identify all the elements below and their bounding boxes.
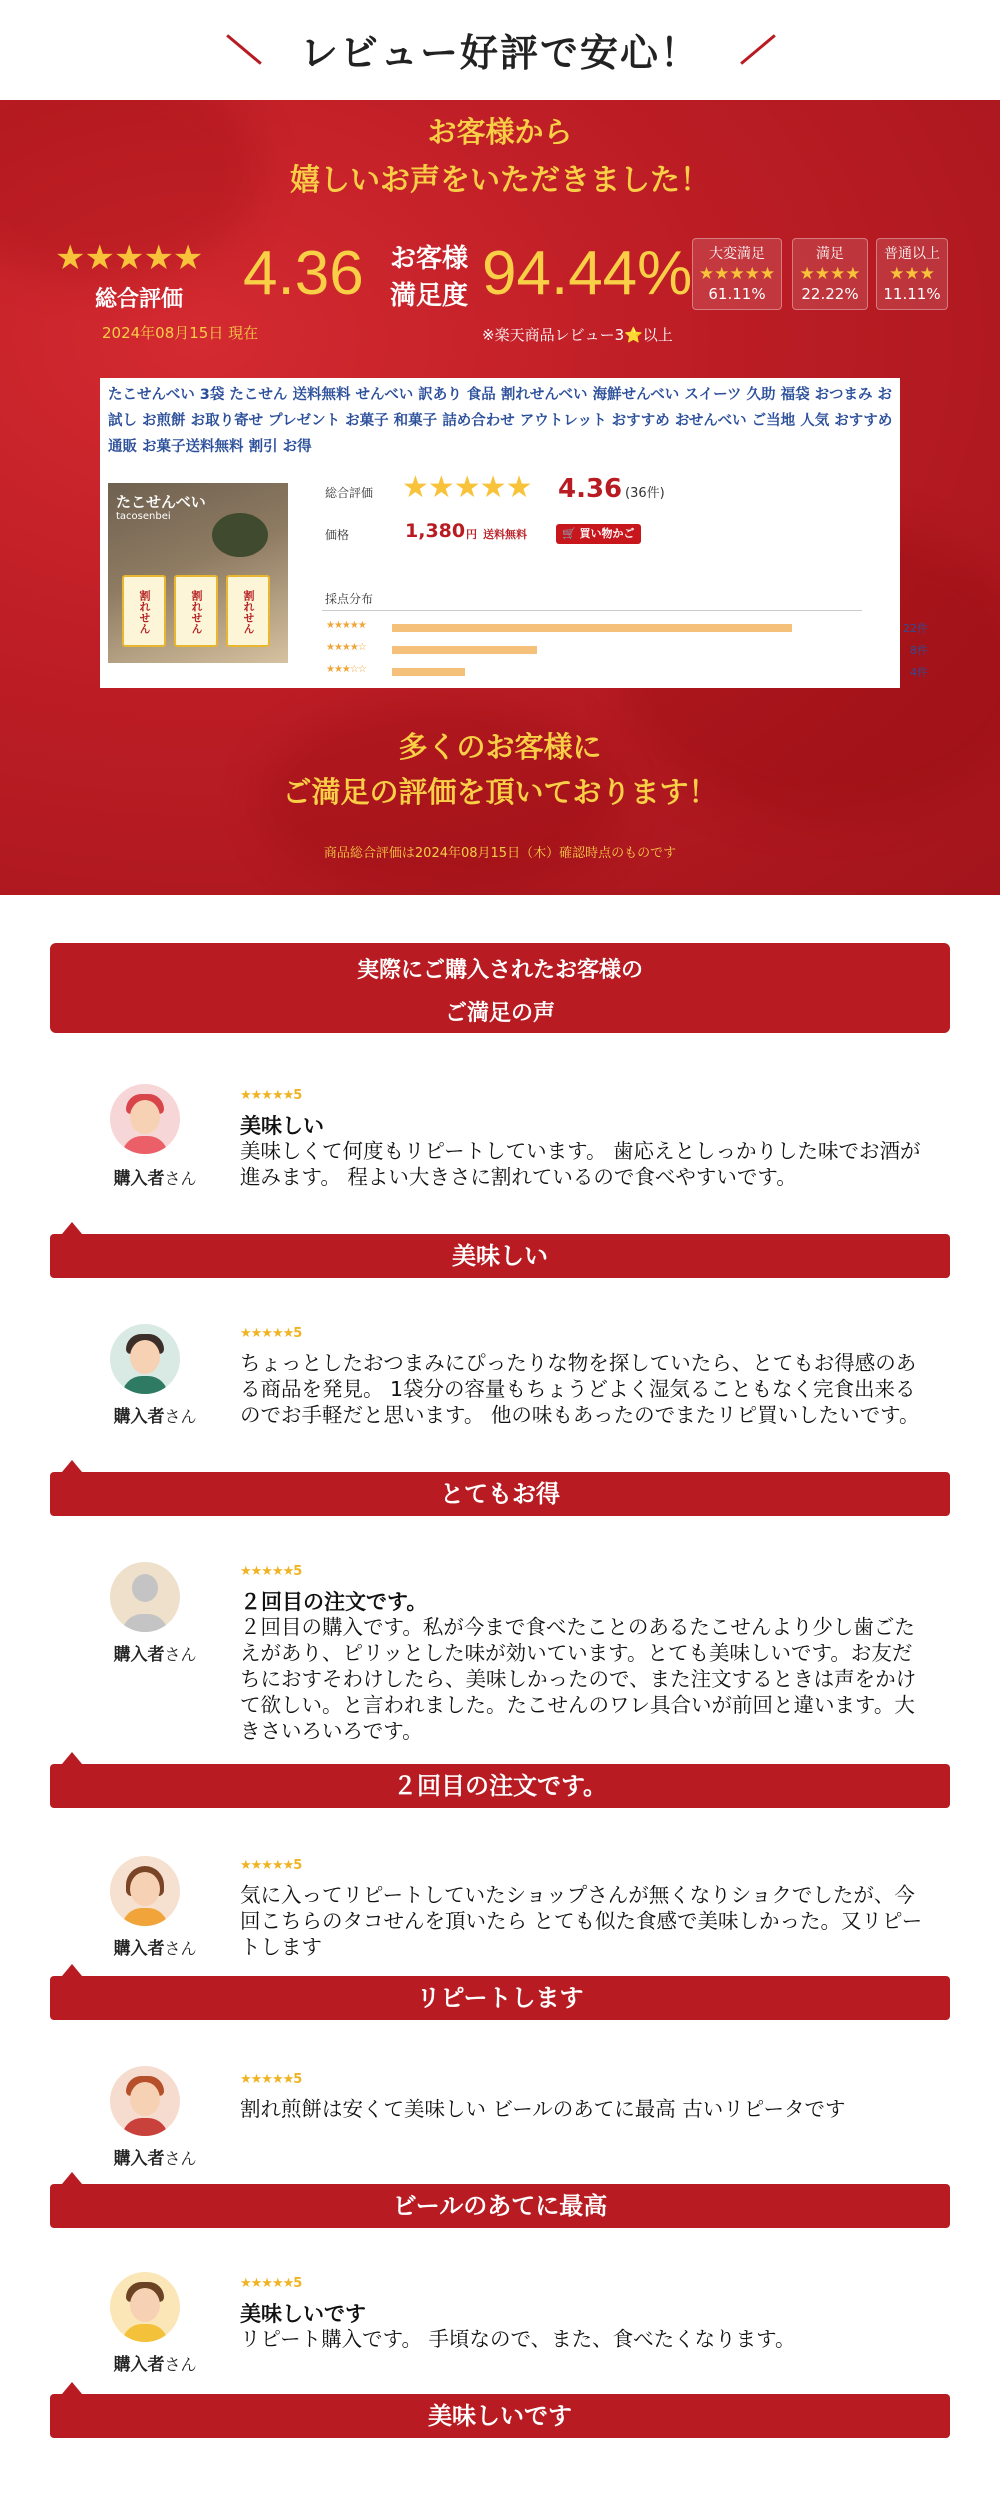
product-pack	[122, 575, 166, 647]
bar-pointer	[62, 1222, 82, 1234]
product-pack	[174, 575, 218, 647]
review-title: 美味しい	[240, 1114, 324, 1138]
card-star-icons: ★★★★★	[402, 470, 532, 505]
page-title: レビュー好評で安心！	[299, 31, 700, 75]
breakdown-label: 普通以上	[884, 246, 940, 262]
overall-star-icons: ★★★★★	[55, 238, 203, 278]
card-review-count[interactable]: (36件)	[625, 486, 665, 501]
buyer-name: 購入者さん	[113, 1169, 197, 1189]
breakdown-box-satisfied	[792, 238, 868, 310]
review-note: ※楽天商品レビュー3⭐以上	[482, 326, 673, 344]
rating-heading-line2: 嬉しいお声をいただきました！	[290, 163, 710, 198]
review-title: 美味しいです	[240, 2302, 366, 2326]
bar-pointer	[62, 2382, 82, 2394]
review-body: 美味しくて何度もリピートしています。 歯応えとしっかりした味でお酒が進みます。 程よい大きさに割れているので食べやすいです。	[240, 1139, 921, 1189]
distribution-count[interactable]: 22件	[903, 622, 928, 635]
product-keywords[interactable]: たこせんべい 3袋 たこせん 送料無料 せんべい 訳あり 食品 割れせんべい 海鮮せんべい スイーツ 久助 福袋 おつまみ お試し お煎餅 お取り寄せ プレゼント お菓子 和菓子 詰め合わせ アウトレット おすすめ おせんべい ご当地 人気 おすすめ 通販 お菓子送料無料 割引 お得	[108, 387, 893, 455]
teapot-shape	[212, 513, 268, 557]
review-star-icons: ★★★★★5	[240, 1564, 302, 1579]
bar-pointer	[62, 1964, 82, 1976]
product-image-subtitle: tacosenbei	[116, 511, 171, 522]
breakdown-percent: 61.11%	[708, 285, 766, 303]
card-overall-label: 総合評価	[325, 486, 374, 500]
review-tag-bar: ２回目の注文です。	[50, 1764, 950, 1808]
review-tag-bar: リピートします	[50, 1976, 950, 2020]
product-pack	[226, 575, 270, 647]
card-shipping: 送料無料	[483, 528, 527, 541]
review-title: ２回目の注文です。	[240, 1590, 428, 1614]
review-tag-bar: とてもお得	[50, 1472, 950, 1516]
card-price-unit: 円	[466, 528, 477, 541]
card-score: 4.36	[558, 474, 623, 504]
avatar-icon	[110, 2272, 180, 2342]
buyer-name: 購入者さん	[113, 2355, 197, 2375]
breakdown-label: 満足	[816, 246, 844, 262]
cart-button-label: 買い物かご	[579, 527, 635, 540]
distribution-row[interactable]	[326, 642, 928, 660]
top-header	[0, 0, 1000, 100]
distribution-bar	[392, 668, 465, 676]
review-star-icons: ★★★★★5	[240, 1858, 302, 1873]
card-price: 1,380	[405, 520, 466, 542]
distribution-row[interactable]	[326, 620, 928, 638]
breakdown-percent: 11.11%	[883, 285, 941, 303]
buyer-name: 購入者さん	[113, 1407, 197, 1427]
distribution-star-icons: ★★★☆☆	[326, 664, 366, 675]
distribution-bar	[392, 646, 537, 654]
breakdown-star-icons: ★★★★	[799, 264, 861, 284]
card-price-label: 価格	[325, 528, 350, 542]
distribution-bar	[392, 624, 792, 632]
avatar-icon	[110, 1856, 180, 1926]
breakdown-box-very-satisfied	[692, 238, 782, 310]
rating-footer-line2: ご満足の評価を頂いております！	[282, 775, 718, 809]
pack-label: 割れせん	[242, 590, 255, 634]
buyer-name: 購入者さん	[113, 1939, 197, 1959]
avatar-icon	[110, 1562, 180, 1632]
buyer-name: 購入者さん	[113, 2149, 197, 2169]
review-body: 気に入ってリピートしていたショップさんが無くなりショクでしたが、今回こちらのタコせんを頂いたら とても似た食感で美味しかった。又リピートします	[240, 1883, 923, 1959]
bar-pointer	[62, 1460, 82, 1472]
review-body: ２回目の購入です。私が今まで食べたことのあるたこせんより少し歯ごたえがあり、ピリッとした味が効いています。とても美味しいです。お友だちにおすそわけしたら、美味しかったので、また注文するときは声をかけて欲しい。と言われました。たこせんのワレ具合いが前回と違います。大きさいろいろです。	[240, 1615, 917, 1743]
distribution-count[interactable]: 4件	[910, 666, 928, 679]
distribution-row[interactable]	[326, 664, 928, 682]
product-image-title: たこせんべい	[116, 493, 206, 511]
pack-label: 割れせん	[138, 590, 151, 634]
product-review-card	[100, 378, 928, 688]
as-of-date: 2024年08月15日 現在	[102, 324, 259, 342]
breakdown-star-icons: ★★★	[889, 264, 935, 284]
breakdown-star-icons: ★★★★★	[698, 264, 776, 284]
rating-footer-note: 商品総合評価は2024年08月15日（木）確認時点のものです	[323, 846, 677, 861]
rating-band	[0, 100, 1000, 895]
avatar-icon	[110, 1324, 180, 1394]
breakdown-percent: 22.22%	[801, 285, 859, 303]
breakdown-box-average-plus	[876, 238, 948, 310]
review-body: ちょっとしたおつまみにぴったりな物を探していたら、とてもお得感のある商品を発見。 1袋分の容量もちょうどよく湿気ることもなく完食出来るのでお手軽だと思います。 他の味もあったのでまたリピ買いしたいです。	[240, 1351, 920, 1427]
review-star-icons: ★★★★★5	[240, 1088, 302, 1103]
review-body: 割れ煎餅は安くて美味しい ビールのあてに最高 古いリピータです	[240, 2097, 846, 2121]
buyer-name: 購入者さん	[113, 1645, 197, 1665]
satisfaction-label-line2: 満足度	[390, 281, 469, 311]
bar-pointer	[62, 2172, 82, 2184]
cart-button[interactable]	[556, 524, 641, 544]
distribution-star-icons: ★★★★★	[326, 620, 366, 631]
satisfaction-percent: 94.44%	[482, 239, 693, 308]
overall-label: 総合評価	[95, 287, 184, 312]
avatar-icon	[110, 2066, 180, 2136]
review-star-icons: ★★★★★5	[240, 1326, 302, 1341]
review-body: リピート購入です。 手頃なので、また、食べたくなります。	[240, 2327, 796, 2351]
rating-footer-line1: 多くのお客様に	[398, 730, 602, 764]
product-image[interactable]	[108, 483, 288, 663]
rating-heading-line1: お客様から	[427, 115, 573, 149]
review-tag-bar: ビールのあてに最高	[50, 2184, 950, 2228]
review-tag-bar: 美味しい	[50, 1234, 950, 1278]
review-star-icons: ★★★★★5	[240, 2072, 302, 2087]
reviews-banner-line1: 実際にご購入されたお客様の	[356, 958, 643, 983]
satisfaction-label-line1: お客様	[390, 244, 469, 274]
overall-score: 4.36	[243, 239, 364, 308]
distribution-label: 採点分布	[325, 592, 374, 606]
reviews-banner-line2: ご満足の声	[444, 1001, 555, 1026]
divider	[322, 610, 862, 611]
distribution-star-icons: ★★★★☆	[326, 642, 366, 653]
reviews-section-banner	[50, 943, 950, 1033]
review-tag-bar: 美味しいです	[50, 2394, 950, 2438]
bar-pointer	[62, 1752, 82, 1764]
review-star-icons: ★★★★★5	[240, 2276, 302, 2291]
pack-label: 割れせん	[190, 590, 203, 634]
avatar-icon	[110, 1084, 180, 1154]
breakdown-label: 大変満足	[709, 246, 765, 262]
distribution-count[interactable]: 8件	[910, 644, 928, 657]
cart-icon: 🛒	[562, 527, 576, 540]
